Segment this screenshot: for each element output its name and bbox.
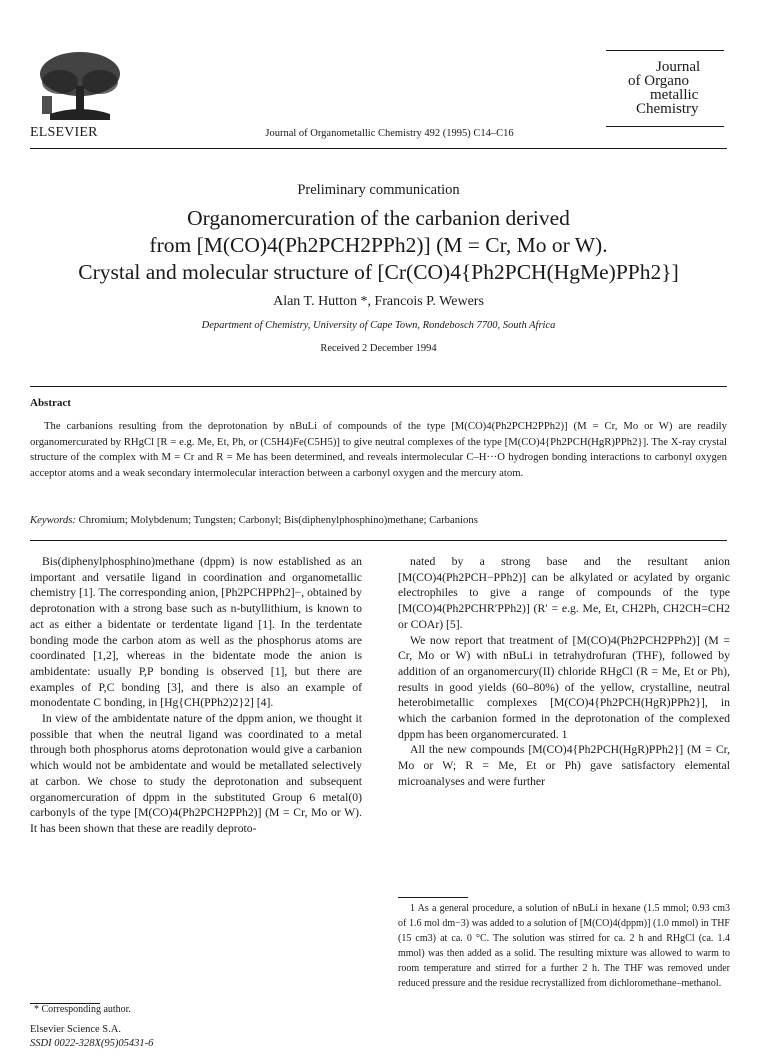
body-paragraph: nated by a strong base and the resultant anion [M(CO)4(Ph2PCH−PPh2)] can be alkylated or acylated by organic electrophiles to give a range of compounds of the type [M(CO)4(Ph2PCHR′PPh2)] (R′ = e.g. Me, Et, CH2Ph, CH2CH=CH2 or COAr) [5].	[398, 555, 730, 631]
abstract-heading: Abstract	[30, 397, 71, 409]
publisher-info: Elsevier Science S.A.	[30, 1024, 121, 1035]
body-paragraph: All the new compounds [M(CO)4{Ph2PCH(HgR)PPh2}] (M = Cr, Mo or W; R = Me, Et or Ph) gave satisfactory elemental microanalyses and were further	[398, 743, 730, 788]
affiliation: Department of Chemistry, University of Cape Town, Rondebosch 7700, South Africa	[201, 320, 556, 331]
keywords-label: Keywords:	[30, 514, 76, 526]
ssdi-code: SSDI 0022-328X(95)05431-6	[30, 1038, 154, 1049]
footnote-rule	[398, 897, 468, 898]
journal-logo-line2: of Organo	[628, 73, 689, 89]
abstract-text: The carbanions resulting from the deprotonation by nBuLi of compounds of the type [M(CO)4(Ph2PCH2PPh2)] (M = Cr, Mo or W) are readily organomercurated by RHgCl [R = e.g. Me, Et, Ph, or (C5H4)Fe(C5H5)] to give neutral complexes of the type [M(CO)4{Ph2PCH(HgR)PPh2}]. The X-ray crystal structure of the complex with M = Cr and R = Me has been determined, and reveals intermolecular C–H···O hydrogen bonding interactions to carbonyl oxygen acceptor atoms and a weak secondary intermolecular interaction between a carbonyl oxygen and the mercury atom.	[30, 420, 727, 479]
title-line-1: Organomercuration of the carbanion derived	[187, 206, 570, 230]
abstract-divider	[30, 386, 727, 387]
elsevier-tree-logo	[30, 48, 130, 124]
header-divider	[30, 148, 727, 149]
journal-reference: Journal of Organometallic Chemistry 492 (1995) C14–C16	[265, 128, 514, 139]
body-paragraph: In view of the ambidentate nature of the dppm anion, we thought it possible that when the neutral ligand was coordinated to a metal through both phosphorus atoms deprotonation would give a carbanion which would not be ambidentate and would be metallated selectively at carbon. We chose to study the deprotonation and subsequent organomercuration of dppm in the substituted Group 6 metal(0) carbonyls of the type [M(CO)4(Ph2PCH2PPh2)] (M = Cr, Mo or W). It has been shown that these are readily deproto-	[30, 712, 362, 835]
body-divider	[30, 540, 727, 541]
authors: Alan T. Hutton *, Francois P. Wewers	[273, 294, 484, 309]
keywords	[30, 514, 727, 526]
received-date: Received 2 December 1994	[320, 343, 437, 354]
keywords-text: Chromium; Molybdenum; Tungsten; Carbonyl; Bis(diphenylphosphino)methane; Carbanions	[78, 514, 478, 526]
article-title	[30, 205, 727, 286]
article-type: Preliminary communication	[297, 182, 460, 198]
journal-logo-line4: Chemistry	[636, 101, 699, 117]
journal-logo-line1: Journal	[656, 59, 701, 75]
body-paragraph: We now report that treatment of [M(CO)4(Ph2PCH2PPh2)] (M = Cr, Mo or W) with nBuLi in tetrahydrofuran (THF), followed by addition of an organomercury(II) chloride RHgCl (R = Me, Et or Ph), results in good yields (60–80%) of the yellow, crystalline, neutral heterobimetallic complexes [M(CO)4{Ph2PCH(HgR)PPh2}], in which the carbanion formed in the deprotonation of the complexed dppm has been organomercurated. 1	[398, 633, 730, 741]
title-line-3: Crystal and molecular structure of [Cr(CO)4{Ph2PCH(HgMe)PPh2}]	[78, 260, 679, 284]
title-line-2: from [M(CO)4(Ph2PCH2PPh2)] (M = Cr, Mo or W).	[149, 233, 608, 257]
footnote-corresponding: * Corresponding author.	[34, 1004, 131, 1015]
publisher-name: ELSEVIER	[30, 125, 98, 140]
body-left-column	[30, 554, 362, 837]
footnote-procedure: 1 As a general procedure, a solution of nBuLi in hexane (1.5 mmol; 0.93 cm3 of 1.6 mol dm−3) was added to a solution of [M(CO)4(dppm)] (1.0 mmol) in THF (15 cm3) at ca. 0 °C. The solution was stirred for ca. 2 h and RHgCl (ca. 1.4 mmol) was then added as a solid. The resulting mixture was allowed to warm to room temperature and stirred for a further 2 h. The THF was removed under reduced pressure and the residue recrystallized from dichloromethane–methanol.	[398, 903, 730, 989]
body-paragraph: Bis(diphenylphosphino)methane (dppm) is now established as an important and versatile ligand in coordination and organometallic chemistry [1]. The corresponding anion, [Ph2PCHPPh2]−, obtained by deprotonation with a strong base such as n-butyllithium, is known to act as either a bidentate or terdentate ligand [1]. In the terdentate bonding mode the carbon atom as well as the phosphorus atoms are coordinated [1,2], whereas in the bidentate mode the anion is ambidentate: usually P,P bonding is observed [1], but there are examples of P,C bonding [3], and there is also an example of monodentate C bonding, in [Hg{CH(PPh2)2}2] [4].	[30, 555, 362, 710]
body-right-column	[398, 554, 730, 790]
journal-logo	[606, 50, 724, 128]
journal-logo-line3: metallic	[650, 87, 699, 103]
